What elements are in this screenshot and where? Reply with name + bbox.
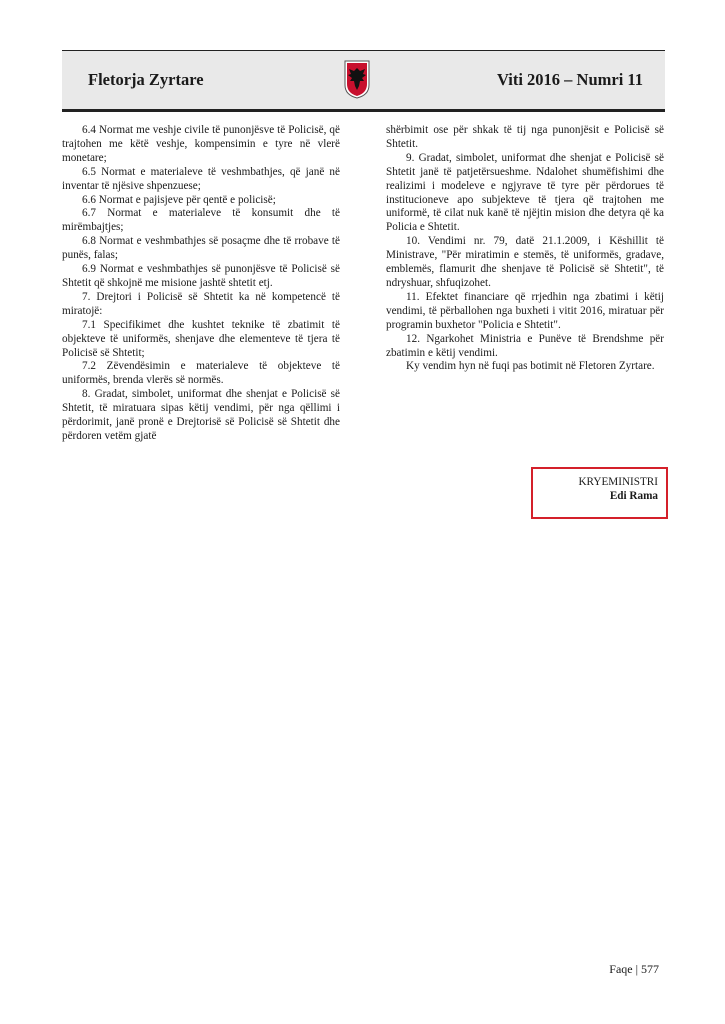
issue-number: Viti 2016 – Numri 11: [496, 70, 643, 89]
paragraph: 7.2 Zëvendësimin e materialeve të objekteve të uniformës, brenda vlerës së normës.: [62, 360, 340, 387]
paragraph: 9. Gradat, simbolet, uniformat dhe shenjat e Policisë së Shtetit janë të patjetërsueshme. Ndalohet shumëfishimi dhe realizimi i modeleve e ngjyrave të tyre për përdorues të institucioneve apo subjekteve të tjera që trajtohen me uniformë, të cilat nuk kanë të njëjtin mision dhe detyra që ka Policia e Shtetit.: [386, 151, 664, 234]
albanian-eagle-emblem-icon: [343, 59, 371, 99]
paragraph-continuation: shërbimit ose për shkak të tij nga punonjësit e Policisë së Shtetit.: [386, 124, 664, 150]
signature-block: [531, 467, 668, 519]
paragraph: 11. Efektet financiare që rrjedhin nga zbatimi i këtij vendimi, të përballohen nga buxheti i vitit 2016, miratuar për programin buxhetor "Policia e Shtetit".: [386, 290, 664, 331]
paragraph: 7.1 Specifikimet dhe kushtet teknike të zbatimit të objekteve të uniformës, shenjave dhe elementeve të tjera të Policisë së Shtetit;: [62, 318, 340, 359]
signatory-title: KRYEMINISTRI: [578, 476, 658, 488]
page-number: Faqe | 577: [609, 962, 659, 976]
paragraph: 10. Vendimi nr. 79, datë 21.1.2009, i Këshillit të Ministrave, "Për miratimin e stemës, të uniformës, gradave, emblemës, flamurit dhe shenjave të Policisë së Shtetit", të ndryshuar, shfuqizohet.: [386, 235, 664, 289]
paragraph: 6.7 Normat e materialeve të konsumit dhe të mirëmbajtjes;: [62, 207, 340, 234]
paragraph: 6.4 Normat me veshje civile të punonjësve të Policisë, që trajtohen me këtë veshje, kompensimin e tyre në vlerë monetare;: [62, 124, 340, 164]
paragraph: 7. Drejtori i Policisë së Shtetit ka në kompetencë të miratojë:: [62, 290, 340, 317]
paragraph: 12. Ngarkohet Ministria e Punëve të Brendshme për zbatimin e këtij vendimi.: [386, 332, 664, 359]
right-column: [386, 124, 664, 374]
page-header: [62, 50, 665, 112]
paragraph: 6.8 Normat e veshmbathjes së posaçme dhe të rrobave të punës, falas;: [62, 235, 340, 262]
signatory-name: Edi Rama: [609, 490, 658, 502]
paragraph: 6.9 Normat e veshmbathjes së punonjësve të Policisë së Shtetit që shkojnë me misione jashtë shtetit etj.: [62, 263, 340, 289]
publication-title: Fletorja Zyrtare: [88, 70, 204, 89]
paragraph: 8. Gradat, simbolet, uniformat dhe shenjat e Policisë së Shtetit, të miratuara sipas këtij vendimi, për nga qëllimi i përdorimit, janë pronë e Drejtorisë së Policisë së Shtetit dhe përdoren vetëm gjatë: [62, 388, 340, 442]
left-column: [62, 124, 340, 444]
paragraph: 6.5 Normat e materialeve të veshmbathjes, që janë në inventar të njësive shpenzuese;: [62, 165, 340, 192]
paragraph: 6.6 Normat e pajisjeve për qentë e policisë;: [82, 193, 276, 206]
paragraph: Ky vendim hyn në fuqi pas botimit në Fletoren Zyrtare.: [406, 360, 655, 373]
